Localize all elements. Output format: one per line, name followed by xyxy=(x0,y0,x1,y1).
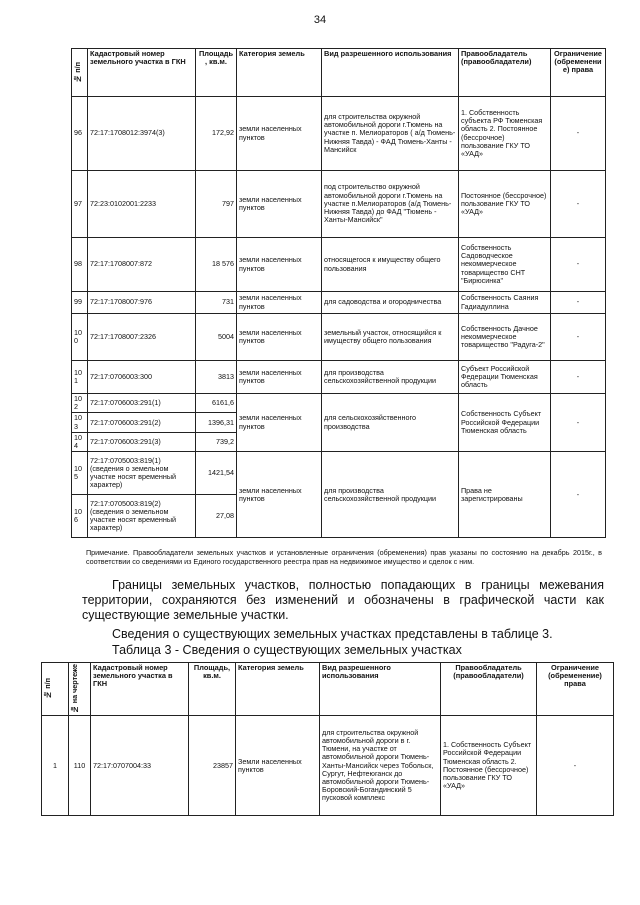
col-header-cadastral: Кадастровый номер земельного участка в ГКН xyxy=(88,49,196,97)
table-header-row xyxy=(72,49,606,97)
table-row xyxy=(72,452,606,495)
existing-plots-table xyxy=(41,662,614,816)
table-header-row xyxy=(42,663,614,716)
cell-category: Земли населенных пунктов xyxy=(236,716,320,816)
cell-cadastral: 72:17:1708007:872 xyxy=(88,238,196,292)
cell-category: земли населенных пунктов xyxy=(237,97,322,171)
cell-plan-num: 110 xyxy=(69,716,91,816)
cell-num: 103 xyxy=(72,413,88,432)
cell-owner: Права не зарегистрированы xyxy=(459,452,551,538)
table-row xyxy=(72,97,606,171)
col-header-cadastral: Кадастровый номер земельного участка в ГКН xyxy=(91,663,189,716)
cell-num: 1 xyxy=(42,716,69,816)
cell-num: 96 xyxy=(72,97,88,171)
cell-area: 1396,31 xyxy=(196,413,237,432)
cell-cadastral: 72:17:1708012:3974(3) xyxy=(88,97,196,171)
table-row xyxy=(72,314,606,361)
cell-use: для производства сельскохозяйственной продукции xyxy=(322,361,459,394)
cell-num: 99 xyxy=(72,292,88,314)
cell-area: 3813 xyxy=(196,361,237,394)
cell-restriction: - xyxy=(551,394,606,452)
cell-area: 5004 xyxy=(196,314,237,361)
cell-use: относящегося к имуществу общего пользования xyxy=(322,238,459,292)
cell-cadastral: 72:17:0706003:291(1) xyxy=(88,394,196,413)
cell-owner: Собственность Субъект Российской Федерации Тюменская область xyxy=(459,394,551,452)
cell-cadastral: 72:17:0706003:291(3) xyxy=(88,432,196,451)
land-plots-table xyxy=(71,48,606,538)
cell-num: 106 xyxy=(72,495,88,538)
cell-restriction: - xyxy=(551,171,606,238)
cell-owner: 1. Собственность Субъект Российской Федерации Тюменская область 2. Постоянное (бессрочное) пользование ГКУ ТО «УАД» xyxy=(441,716,537,816)
cell-cadastral: 72:17:0705003:819(1) (сведения о земельном участке носят временный характер) xyxy=(88,452,196,495)
cell-category: земли населенных пунктов xyxy=(237,452,322,538)
cell-area: 6161,6 xyxy=(196,394,237,413)
cell-num: 100 xyxy=(72,314,88,361)
cell-cadastral: 72:17:0705003:819(2) (сведения о земельном участке носят временный характер) xyxy=(88,495,196,538)
cell-category: земли населенных пунктов xyxy=(237,292,322,314)
cell-area: 172,92 xyxy=(196,97,237,171)
cell-num: 102 xyxy=(72,394,88,413)
cell-area: 1421,54 xyxy=(196,452,237,495)
cell-owner: 1. Собственность субъекта РФ Тюменская область 2. Постоянное (бессрочное) пользование ГКУ ТО «УАД» xyxy=(459,97,551,171)
col-header-owner: Правообладатель (правообладатели) xyxy=(459,49,551,97)
cell-cadastral: 72:23:0102001:2233 xyxy=(88,171,196,238)
cell-use: для производства сельскохозяйственной продукции xyxy=(322,452,459,538)
table-row xyxy=(72,361,606,394)
table-row xyxy=(42,716,614,816)
paragraph-boundaries: Границы земельных участков, полностью попадающих в границы межевания территории, сохраняются без изменений и обозначены в графической части как существующие земельные участки. xyxy=(82,578,604,622)
table-row xyxy=(72,292,606,314)
table-row xyxy=(72,171,606,238)
cell-area: 27,08 xyxy=(196,495,237,538)
cell-use: под строительство окружной автомобильной дороги г.Тюмень на участке п.Мелиораторов (а/д Тюмень-Нижняя Тавда) до ФАД "Тюмень - Ханты-Мансийск" xyxy=(322,171,459,238)
cell-category: земли населенных пунктов xyxy=(237,361,322,394)
cell-owner: Собственность Саяния Гадиадуллина xyxy=(459,292,551,314)
cell-area: 18 576 xyxy=(196,238,237,292)
page-number: 34 xyxy=(313,14,327,26)
cell-cadastral: 72:17:0706003:300 xyxy=(88,361,196,394)
cell-area: 739,2 xyxy=(196,432,237,451)
col-header-num: № п/п xyxy=(72,49,88,97)
cell-area: 797 xyxy=(196,171,237,238)
col-header-area: Площадь, кв.м. xyxy=(196,49,237,97)
cell-cadastral: 72:17:0707004:33 xyxy=(91,716,189,816)
cell-num: 105 xyxy=(72,452,88,495)
table3-caption: Таблица 3 - Сведения о существующих земельных участках xyxy=(112,643,462,657)
cell-category: земли населенных пунктов xyxy=(237,314,322,361)
col-header-restriction: Ограничение (обременение) права xyxy=(537,663,614,716)
cell-owner: Собственность Садоводческое некоммерческое товарищество СНТ "Бирюсинка" xyxy=(459,238,551,292)
col-header-category: Категория земель xyxy=(236,663,320,716)
cell-category: земли населенных пунктов xyxy=(237,171,322,238)
cell-num: 97 xyxy=(72,171,88,238)
cell-restriction: - xyxy=(551,292,606,314)
col-header-num: № п/п xyxy=(42,663,69,716)
cell-restriction: - xyxy=(551,314,606,361)
cell-owner: Собственность Дачное некоммерческое товарищество "Радуга-2" xyxy=(459,314,551,361)
cell-use: для сельскохозяйственного производства xyxy=(322,394,459,452)
cell-cadastral: 72:17:1708007:976 xyxy=(88,292,196,314)
cell-use: для строительства окружной автомобильной дороги в г. Тюмени, на участке от автомобильной дороги Тюмень-Ханты-Мансийск через Тобольск, Сургут, Нефтеюганск до автомобильной дороги Тюмень-Боровский-Богандинский 5 пусковой комплекс xyxy=(320,716,441,816)
cell-restriction: - xyxy=(551,452,606,538)
col-header-use: Вид разрешенного использования xyxy=(320,663,441,716)
cell-use: для садоводства и огородничества xyxy=(322,292,459,314)
col-header-area: Площадь, кв.м. xyxy=(189,663,236,716)
cell-restriction: - xyxy=(551,361,606,394)
col-header-use: Вид разрешенного использования xyxy=(322,49,459,97)
col-header-category: Категория земель xyxy=(237,49,322,97)
cell-restriction: - xyxy=(551,238,606,292)
cell-category: земли населенных пунктов xyxy=(237,394,322,452)
cell-use: земельный участок, относящийся к имуществу общего пользования xyxy=(322,314,459,361)
col-header-restriction: Ограничение (обременение) права xyxy=(551,49,606,97)
col-header-owner: Правообладатель (правообладатели) xyxy=(441,663,537,716)
paragraph-reference: Сведения о существующих земельных участках представлены в таблице 3. xyxy=(112,627,553,641)
cell-restriction: - xyxy=(537,716,614,816)
table-row xyxy=(72,238,606,292)
cell-owner: Постоянное (бессрочное) пользование ГКУ ТО «УАД» xyxy=(459,171,551,238)
cell-use: для строительства окружной автомобильной дороги г.Тюмень на участке п. Мелиораторов ( а/д Тюмень-Нижняя Тавда) - ФАД Тюмень-Ханты - Мансийск xyxy=(322,97,459,171)
table-row xyxy=(72,394,606,413)
cell-num: 98 xyxy=(72,238,88,292)
table-note: Примечание. Правообладатели земельных участков и установленные ограничения (обременения) прав указаны по состоянию на декабрь 2015г., в соответствии со сведениями из Единого государственного реестра прав на недвижимое имущество и сделок с ним. xyxy=(86,548,602,566)
cell-num: 101 xyxy=(72,361,88,394)
cell-area: 23857 xyxy=(189,716,236,816)
cell-cadastral: 72:17:1708007:2326 xyxy=(88,314,196,361)
cell-num: 104 xyxy=(72,432,88,451)
col-header-plan-num: № на чертеже xyxy=(69,663,91,716)
cell-restriction: - xyxy=(551,97,606,171)
cell-area: 731 xyxy=(196,292,237,314)
cell-category: земли населенных пунктов xyxy=(237,238,322,292)
cell-cadastral: 72:17:0706003:291(2) xyxy=(88,413,196,432)
cell-owner: Субъект Российской Федерации Тюменская область xyxy=(459,361,551,394)
